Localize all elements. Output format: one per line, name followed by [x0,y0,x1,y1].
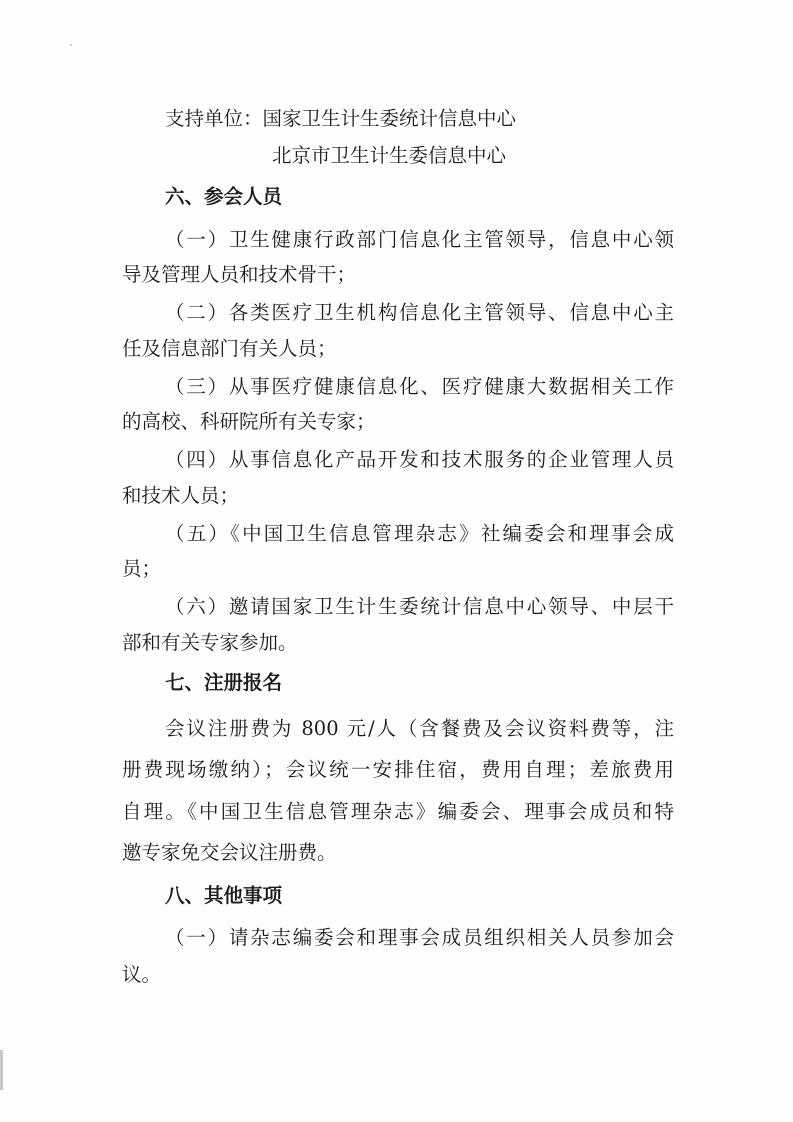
scan-edge-mark [0,1050,3,1090]
section-heading-other-matters: 八、其他事项 [165,884,283,907]
attendee-item-1-line1: （一）卫生健康行政部门信息化主管领导，信息中心领 [165,228,674,251]
attendee-item-2-line2: 任及信息部门有关人员； [122,337,337,360]
section-heading-registration: 七、注册报名 [165,671,283,694]
attendee-item-4-line2: 和技术人员； [122,484,240,507]
attendee-item-2-line1: （二）各类医疗卫生机构信息化主管领导、信息中心主 [165,301,674,324]
section-heading-attendees: 六、参会人员 [165,185,283,208]
attendee-item-6-line1: （六）邀请国家卫生计生委统计信息中心领导、中层干 [165,595,674,618]
support-units-line: 支持单位：国家卫生计生委统计信息中心 [165,107,517,130]
registration-line-3: 自理。《中国卫生信息管理杂志》编委会、理事会成员和特 [122,800,674,823]
other-item-1-line1: （一）请杂志编委会和理事会成员组织相关人员参加会 [165,926,674,949]
scan-speck [70,44,72,46]
registration-line-2: 册费现场缴纳）；会议统一安排住宿，费用自理；差旅费用 [122,758,674,781]
attendee-item-5-line1: （五）《中国卫生信息管理杂志》社编委会和理事会成 [165,522,674,545]
registration-line-1: 会议注册费为 800 元/人（含餐费及会议资料费等，注 [165,717,674,740]
support-unit-second: 北京市卫生计生委信息中心 [272,144,507,167]
other-item-1-line2: 议。 [122,963,162,986]
attendee-item-5-line2: 员； [122,557,162,580]
attendee-item-4-line1: （四）从事信息化产品开发和技术服务的企业管理人员 [165,448,674,471]
attendee-item-1-line2: 导及管理人员和技术骨干； [122,263,357,286]
attendee-item-3-line2: 的高校、科研院所有关专家； [122,410,376,433]
attendee-item-6-line2: 部和有关专家参加。 [122,631,298,654]
attendee-item-3-line1: （三）从事医疗健康信息化、医疗健康大数据相关工作 [165,375,674,398]
registration-line-4: 邀专家免交会议注册费。 [122,841,337,864]
